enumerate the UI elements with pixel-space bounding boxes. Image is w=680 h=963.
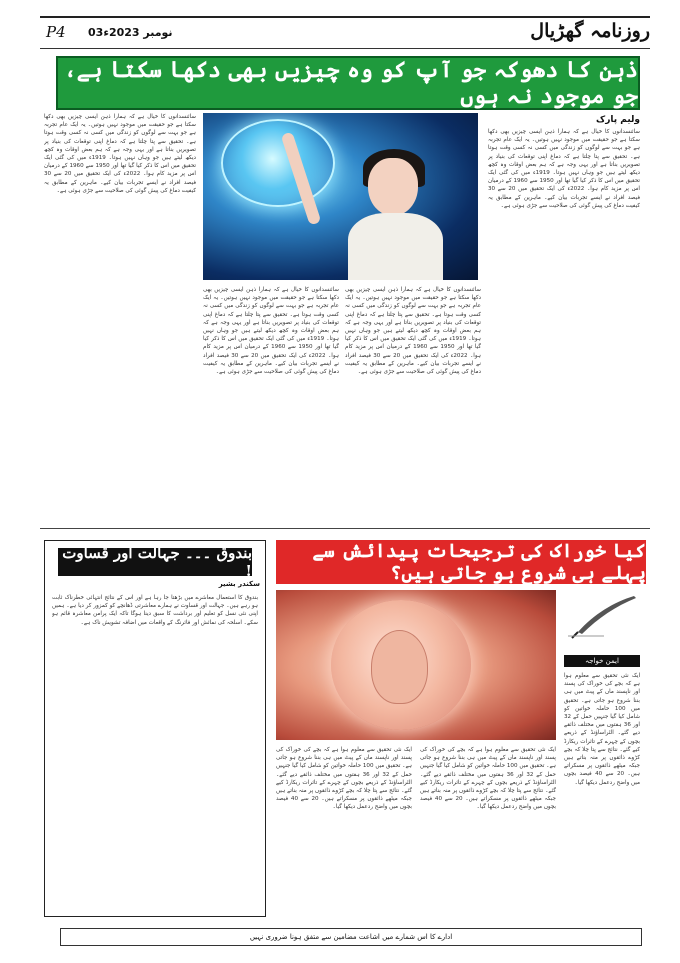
top-rule bbox=[40, 16, 650, 18]
article1-column-3: سائنسدانوں کا خیال ہے کہ ہمارا ذہن ایسی چیزیں بھی دکھا سکتا ہے جو حقیقت میں موجود نہیں ہوتیں۔ یہ ایک عام تجربہ ہے جو بہت سے لوگوں کو زندگی میں کسی نہ کسی وقت ہوتا ہے۔ تحقیق سے پتا چلتا ہے کہ دماغ اپنی توقعات کی بنیاد پر تصویریں بناتا ہے اور یہی وجہ ہے کہ ہم بعض اوقات وہ کچھ دیکھ لیتے ہیں جو وہاں نہیں ہوتا۔ 1919ء میں کی گئی ایک تحقیق میں اس کا ذکر کیا گیا تھا اور 1950 سے 1960 کے درمیان اس پر مزید کام ہوا۔ 2022ء کی ایک تحقیق میں 20 سے 30 فیصد افراد نے ایسے تجربات بیان کیے۔ ماہرین کے مطابق یہ کیفیت دماغ کی پیش گوئی کی صلاحیت سے جڑی ہوئی ہے۔ bbox=[203, 287, 339, 376]
article2-headline-box bbox=[58, 544, 252, 580]
article2-headline: بندوق ۔۔۔ جہالت اور قساوت ! bbox=[62, 544, 252, 580]
article1-author: ولیم پارک bbox=[596, 115, 640, 125]
article3-headline: کیا خوراک کی ترجیحات پیدائش سے پہلے ہی شروع ہو جاتی ہیں؟ bbox=[312, 540, 646, 584]
issue-date: 03نومبر 2023ء bbox=[88, 26, 173, 39]
section-divider bbox=[40, 528, 650, 529]
article1-headline-banner bbox=[56, 56, 640, 110]
page-number: P4 bbox=[46, 23, 66, 41]
woman-face-graphic bbox=[368, 158, 418, 216]
article3-photo bbox=[276, 590, 556, 740]
masthead-rule bbox=[40, 48, 650, 49]
article1-photo bbox=[203, 113, 478, 280]
article3-headline-banner bbox=[276, 540, 646, 584]
masthead: روزنامہ گھڑیال bbox=[530, 20, 650, 42]
article3-author: ایمن خواجہ bbox=[564, 655, 640, 667]
article2-body: بندوق کا استعمال معاشرے میں بڑھتا جا رہا ہے اور اس کے نتائج انتہائی خطرناک ثابت ہو رہے ہیں۔ جہالت اور قساوت نے ہمارے معاشرتی ڈھانچے کو کمزور کر دیا ہے۔ ہمیں اپنی نئی نسل کو تعلیم اور برداشت کا سبق دینا ہوگا تاکہ ایک پرامن معاشرہ قائم ہو سکے۔ اسلحہ کی نمائش اور فائرنگ کے واقعات میں اضافہ تشویش ناک ہے۔ bbox=[52, 595, 258, 626]
article3-column-2: ایک نئی تحقیق سے معلوم ہوا ہے کہ بچے کی خوراک کی پسند اور ناپسند ماں کے پیٹ میں ہی بننا شروع ہو جاتی ہے۔ تحقیق میں 100 حاملہ خواتین کو شامل کیا گیا جنہیں حمل کے 32 اور 36 ہفتوں میں مختلف ذائقے دیے گئے۔ الٹراساؤنڈ کے ذریعے بچوں کے چہرے کے تاثرات ریکارڈ کیے گئے۔ نتائج سے پتا چلا کہ بچے کڑوے ذائقوں پر منہ بناتے ہیں جبکہ میٹھے ذائقوں پر مسکراتے ہیں۔ 20 سے 40 فیصد بچوں میں واضح ردعمل دیکھا گیا۔ bbox=[420, 747, 556, 811]
article1-column-2: سائنسدانوں کا خیال ہے کہ ہمارا ذہن ایسی چیزیں بھی دکھا سکتا ہے جو حقیقت میں موجود نہیں ہوتیں۔ یہ ایک عام تجربہ ہے جو بہت سے لوگوں کو زندگی میں کسی نہ کسی وقت ہوتا ہے۔ تحقیق سے پتا چلتا ہے کہ دماغ اپنی توقعات کی بنیاد پر تصویریں بناتا ہے اور یہی وجہ ہے کہ ہم بعض اوقات وہ کچھ دیکھ لیتے ہیں جو وہاں نہیں ہوتا۔ 1919ء میں کی گئی ایک تحقیق میں اس کا ذکر کیا گیا تھا اور 1950 سے 1960 کے درمیان اس پر مزید کام ہوا۔ 2022ء کی ایک تحقیق میں 20 سے 30 فیصد افراد نے ایسے تجربات بیان کیے۔ ماہرین کے مطابق یہ کیفیت دماغ کی پیش گوئی کی صلاحیت سے جڑی ہوئی ہے۔ bbox=[345, 287, 481, 376]
article1-column-1: سائنسدانوں کا خیال ہے کہ ہمارا ذہن ایسی چیزیں بھی دکھا سکتا ہے جو حقیقت میں موجود نہیں ہوتیں۔ یہ ایک عام تجربہ ہے جو بہت سے لوگوں کو زندگی میں کسی نہ کسی وقت ہوتا ہے۔ تحقیق سے پتا چلتا ہے کہ دماغ اپنی توقعات کی بنیاد پر تصویریں بناتا ہے اور یہی وجہ ہے کہ ہم بعض اوقات وہ کچھ دیکھ لیتے ہیں جو وہاں نہیں ہوتا۔ 1919ء میں کی گئی ایک تحقیق میں اس کا ذکر کیا گیا تھا اور 1950 سے 1960 کے درمیان اس پر مزید کام ہوا۔ 2022ء کی ایک تحقیق میں 20 سے 30 فیصد افراد نے ایسے تجربات بیان کیے۔ ماہرین کے مطابق یہ کیفیت دماغ کی پیش گوئی کی صلاحیت سے جڑی ہوئی ہے۔ bbox=[488, 129, 640, 209]
glowing-brain-graphic bbox=[221, 119, 335, 207]
article2-author: سکندر بشیر bbox=[218, 580, 260, 588]
footer-note: ادارے کا اس شمارے میں اشاعت مضامین سے متفق ہونا ضروری نہیں bbox=[249, 933, 453, 941]
footer-disclaimer bbox=[60, 928, 642, 946]
article3-column-1: ایک نئی تحقیق سے معلوم ہوا ہے کہ بچے کی خوراک کی پسند اور ناپسند ماں کے پیٹ میں ہی بننا شروع ہو جاتی ہے۔ تحقیق میں 100 حاملہ خواتین کو شامل کیا گیا جنہیں حمل کے 32 اور 36 ہفتوں میں مختلف ذائقے دیے گئے۔ الٹراساؤنڈ کے ذریعے بچوں کے چہرے کے تاثرات ریکارڈ کیے گئے۔ نتائج سے پتا چلا کہ بچے کڑوے ذائقوں پر منہ بناتے ہیں جبکہ میٹھے ذائقوں پر مسکراتے ہیں۔ 20 سے 40 فیصد بچوں میں واضح ردعمل دیکھا گیا۔ bbox=[564, 673, 640, 786]
article3-column-3: ایک نئی تحقیق سے معلوم ہوا ہے کہ بچے کی خوراک کی پسند اور ناپسند ماں کے پیٹ میں ہی بننا شروع ہو جاتی ہے۔ تحقیق میں 100 حاملہ خواتین کو شامل کیا گیا جنہیں حمل کے 32 اور 36 ہفتوں میں مختلف ذائقے دیے گئے۔ الٹراساؤنڈ کے ذریعے بچوں کے چہرے کے تاثرات ریکارڈ کیے گئے۔ نتائج سے پتا چلا کہ بچے کڑوے ذائقوں پر منہ بناتے ہیں جبکہ میٹھے ذائقوں پر مسکراتے ہیں۔ 20 سے 40 فیصد بچوں میں واضح ردعمل دیکھا گیا۔ bbox=[276, 747, 412, 811]
quill-pen-icon bbox=[564, 592, 640, 640]
article1-column-4: سائنسدانوں کا خیال ہے کہ ہمارا ذہن ایسی چیزیں بھی دکھا سکتا ہے جو حقیقت میں موجود نہیں ہوتیں۔ یہ ایک عام تجربہ ہے جو بہت سے لوگوں کو زندگی میں کسی نہ کسی وقت ہوتا ہے۔ تحقیق سے پتا چلتا ہے کہ دماغ اپنی توقعات کی بنیاد پر تصویریں بناتا ہے اور یہی وجہ ہے کہ ہم بعض اوقات وہ کچھ دیکھ لیتے ہیں جو وہاں نہیں ہوتا۔ 1919ء میں کی گئی ایک تحقیق میں اس کا ذکر کیا گیا تھا اور 1950 سے 1960 کے درمیان اس پر مزید کام ہوا۔ 2022ء کی ایک تحقیق میں 20 سے 30 فیصد افراد نے ایسے تجربات بیان کیے۔ ماہرین کے مطابق یہ کیفیت دماغ کی پیش گوئی کی صلاحیت سے جڑی ہوئی ہے۔ bbox=[44, 114, 196, 194]
article1-headline: ذہن کا دھوکہ جو آپ کو وہ چیزیں بھی دکھا سکتا ہے، جو موجود نہ ہوں bbox=[63, 57, 638, 109]
fetus-graphic bbox=[371, 630, 428, 704]
woman-body-graphic bbox=[348, 213, 443, 280]
